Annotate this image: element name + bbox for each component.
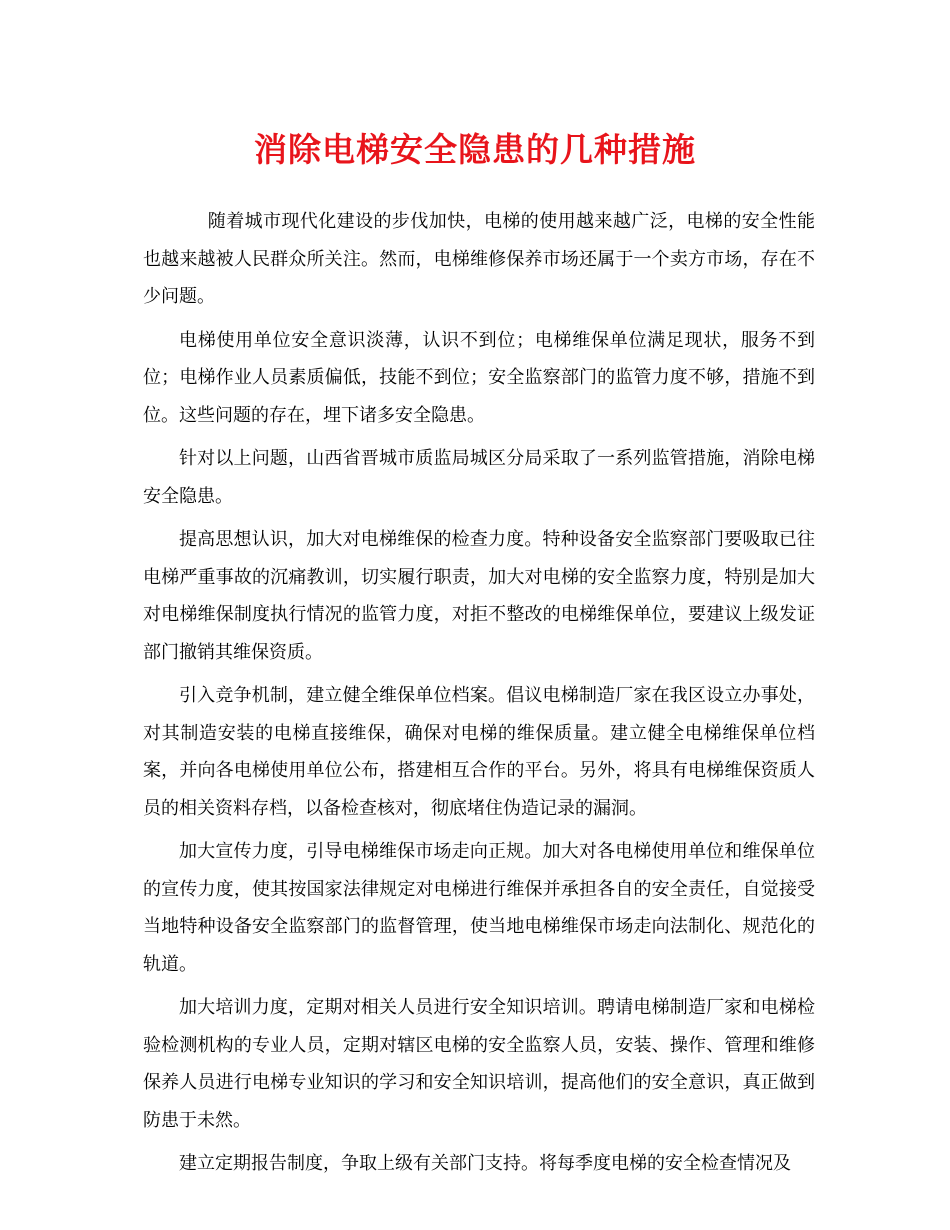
paragraph-2: 电梯使用单位安全意识淡薄，认识不到位；电梯维保单位满足现状，服务不到位；电梯作业人员素质偏低，技能不到位；安全监察部门的监管力度不够，措施不到位。这些问题的存在，埋下诸多安全隐患。 (143, 329, 815, 426)
paragraph-6: 加大宣传力度，引导电梯维保市场走向正规。加大对各电梯使用单位和维保单位的宣传力度，使其按国家法律规定对电梯进行维保并承担各自的安全责任，自觉接受当地特种设备安全监察部门的监督管理，使当地电梯维保市场走向法制化、规范化的轨道。 (143, 841, 815, 975)
paragraph-1: 随着城市现代化建设的步伐加快，电梯的使用越来越广泛，电梯的安全性能也越来越被人民群众所关注。然而，电梯维修保养市场还属于一个卖方市场，存在不少问题。 (143, 211, 815, 307)
paragraph-5: 引入竞争机制，建立健全维保单位档案。倡议电梯制造厂家在我区设立办事处，对其制造安装的电梯直接维保，确保对电梯的维保质量。建立健全电梯维保单位档案，并向各电梯使用单位公布，搭建相互合作的平台。另外，将具有电梯维保资质人员的相关资料存档，以备检查核对，彻底堵住伪造记录的漏洞。 (143, 685, 815, 819)
paragraph-7: 加大培训力度，定期对相关人员进行安全知识培训。聘请电梯制造厂家和电梯检验检测机构的专业人员，定期对辖区电梯的安全监察人员，安装、操作、管理和维修保养人员进行电梯专业知识的学习和安全知识培训，提高他们的安全意识，真正做到防患于未然。 (143, 997, 815, 1131)
paragraph-3: 针对以上问题，山西省晋城市质监局城区分局采取了一系列监管措施，消除电梯安全隐患。 (143, 448, 815, 507)
document-body (143, 203, 815, 1189)
paragraph-4: 提高思想认识，加大对电梯维保的检查力度。特种设备安全监察部门要吸取已往电梯严重事故的沉痛教训，切实履行职责，加大对电梯的安全监察力度，特别是加大对电梯维保制度执行情况的监管力度，对拒不整改的电梯维保单位，要建议上级发证部门撤销其维保资质。 (143, 529, 815, 663)
document-title: 消除电梯安全隐患的几种措施 (254, 130, 696, 169)
paragraph-8: 建立定期报告制度，争取上级有关部门支持。将每季度电梯的安全检查情况及 (179, 1153, 791, 1174)
